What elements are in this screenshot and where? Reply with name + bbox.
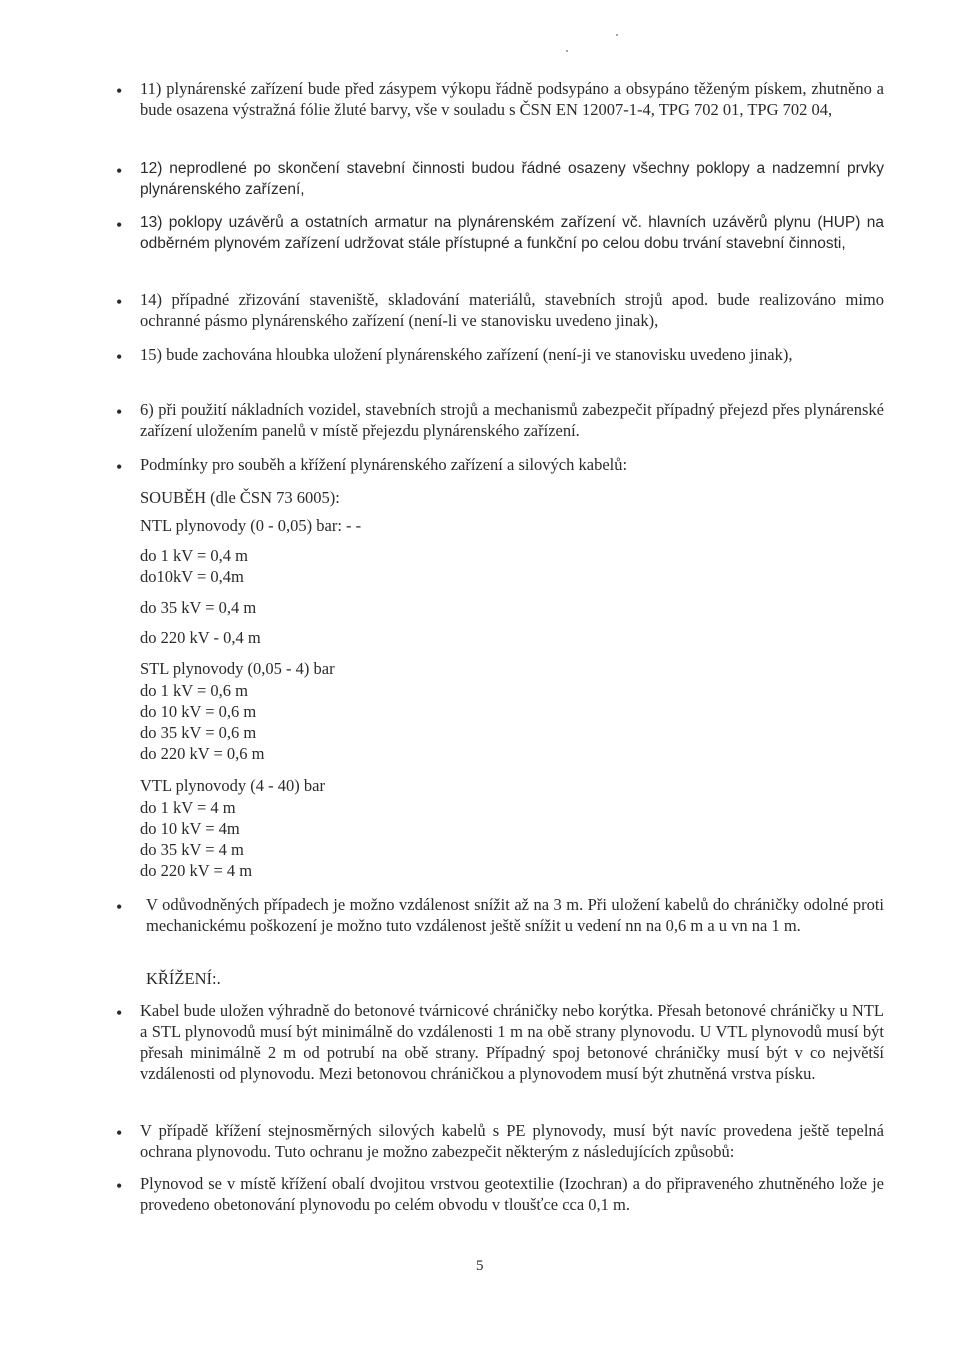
stl-distance: do 10 kV = 0,6 m <box>140 702 257 721</box>
vtl-distance: do 220 kV = 4 m <box>140 861 253 880</box>
ntl-distance: do10kV = 0,4m <box>140 567 244 586</box>
soubeh-heading: SOUBĚH (dle ČSN 73 6005): <box>140 488 340 507</box>
bullet-icon: • <box>116 347 123 367</box>
condition-6: 6) při použití nákladních vozidel, stavebních strojů a mechanismů zabezpečit případný přejezd přes plynárenské zařízení uložením panelů v místě přejezdu plynárenského zařízení. <box>140 400 884 440</box>
vtl-distance: do 1 kV = 4 m <box>140 798 236 817</box>
page-number: 5 <box>476 1258 484 1274</box>
bullet-icon: • <box>116 1003 123 1023</box>
reduced-distance-note: V odůvodněných případech je možno vzdálenost snížit až na 3 m. Při uložení kabelů do chráničky odolné proti mechanickému poškození je možno tuto vzdálenost ještě snížit u vedení nn na 0,6 m a u vn na 1 m. <box>146 895 884 935</box>
bullet-icon: • <box>116 897 123 917</box>
vtl-distance: do 10 kV = 4m <box>140 819 240 838</box>
scan-speck <box>616 34 618 36</box>
bullet-icon: • <box>116 161 123 181</box>
geotextile-note: Plynovod se v místě křížení obalí dvojitou vrstvou geotextilie (Izochran) a do připraveného zhutněného lože je provedeno obetonování plynovodu po celém obvodu v tloušťce cca 0,1 m. <box>140 1174 884 1214</box>
ntl-distance: do 1 kV = 0,4 m <box>140 546 249 565</box>
scan-speck <box>566 50 568 52</box>
condition-15: 15) bude zachována hloubka uložení plynárenského zařízení (není-ji ve stanovisku uvedeno jinak), <box>140 345 793 364</box>
bullet-icon: • <box>116 215 123 235</box>
bullet-icon: • <box>116 457 123 477</box>
krizeni-heading: KŘÍŽENÍ:. <box>146 969 221 988</box>
stl-distance: do 220 kV = 0,6 m <box>140 744 265 763</box>
stl-distance: do 1 kV = 0,6 m <box>140 681 249 700</box>
ntl-distance: do 220 kV - 0,4 m <box>140 628 261 647</box>
bullet-icon: • <box>116 292 123 312</box>
bullet-icon: • <box>116 402 123 422</box>
bullet-icon: • <box>116 1123 123 1143</box>
bullet-icon: • <box>116 81 123 101</box>
condition-14: 14) případné zřizování staveniště, skladování materiálů, stavebních strojů apod. bude realizováno mimo ochranné pásmo plynárenského zařízení (není-li ve stanovisku uvedeno jinak), <box>140 290 884 330</box>
dc-cable-note: V případě křížení stejnosměrných silových kabelů s PE plynovody, musí být navíc provedena ještě tepelná ochrana plynovodu. Tuto ochranu je možno zabezpečit některým z následujících způsobů: <box>140 1121 884 1161</box>
condition-13: 13) poklopy uzávěrů a ostatních armatur na plynárenském zařízení vč. hlavních uzávěrů plynu (HUP) na odběrném plynovém zařízení udržovat stále přístupné a funkční po celou dobu trvání stavební činnosti, <box>140 214 884 252</box>
cable-protection-note: Kabel bude uložen výhradně do betonové tvárnicové chráničky nebo korýtka. Přesah betonové chráničky u NTL a STL plynovodů musí být minimálně do vzdálenosti 1 m na obě strany plynovodu. U VTL plynovodů musí být přesah minimálně 2 m od potrubí na obě strany. Případný spoj betonové chráničky musí být v co největší vzdálenosti od plynovodu. Mezi betonovou chráničkou a plynovodem musí být zhutněná vrstva písku. <box>140 1001 884 1083</box>
ntl-distance: do 35 kV = 0,4 m <box>140 598 257 617</box>
vtl-title: VTL plynovody (4 - 40) bar <box>140 776 325 795</box>
conditions-intro: Podmínky pro souběh a křížení plynárenského zařízení a silových kabelů: <box>140 455 628 474</box>
bullet-icon: • <box>116 1176 123 1196</box>
condition-11: 11) plynárenské zařízení bude před zásypem výkopu řádně podsypáno a obsypáno těženým pískem, zhutněno a bude osazena výstražná fólie žluté barvy, vše v souladu s ČSN EN 12007-1-4, TPG 702 01, TPG 702 04, <box>140 79 884 119</box>
condition-12: 12) neprodlené po skončení stavební činnosti budou řádné osazeny všechny poklopy a nadzemní prvky plynárenského zařízení, <box>140 160 884 198</box>
vtl-distance: do 35 kV = 4 m <box>140 840 244 859</box>
stl-title: STL plynovody (0,05 - 4) bar <box>140 659 335 678</box>
ntl-title: NTL plynovody (0 - 0,05) bar: - - <box>140 516 362 535</box>
stl-distance: do 35 kV = 0,6 m <box>140 723 257 742</box>
